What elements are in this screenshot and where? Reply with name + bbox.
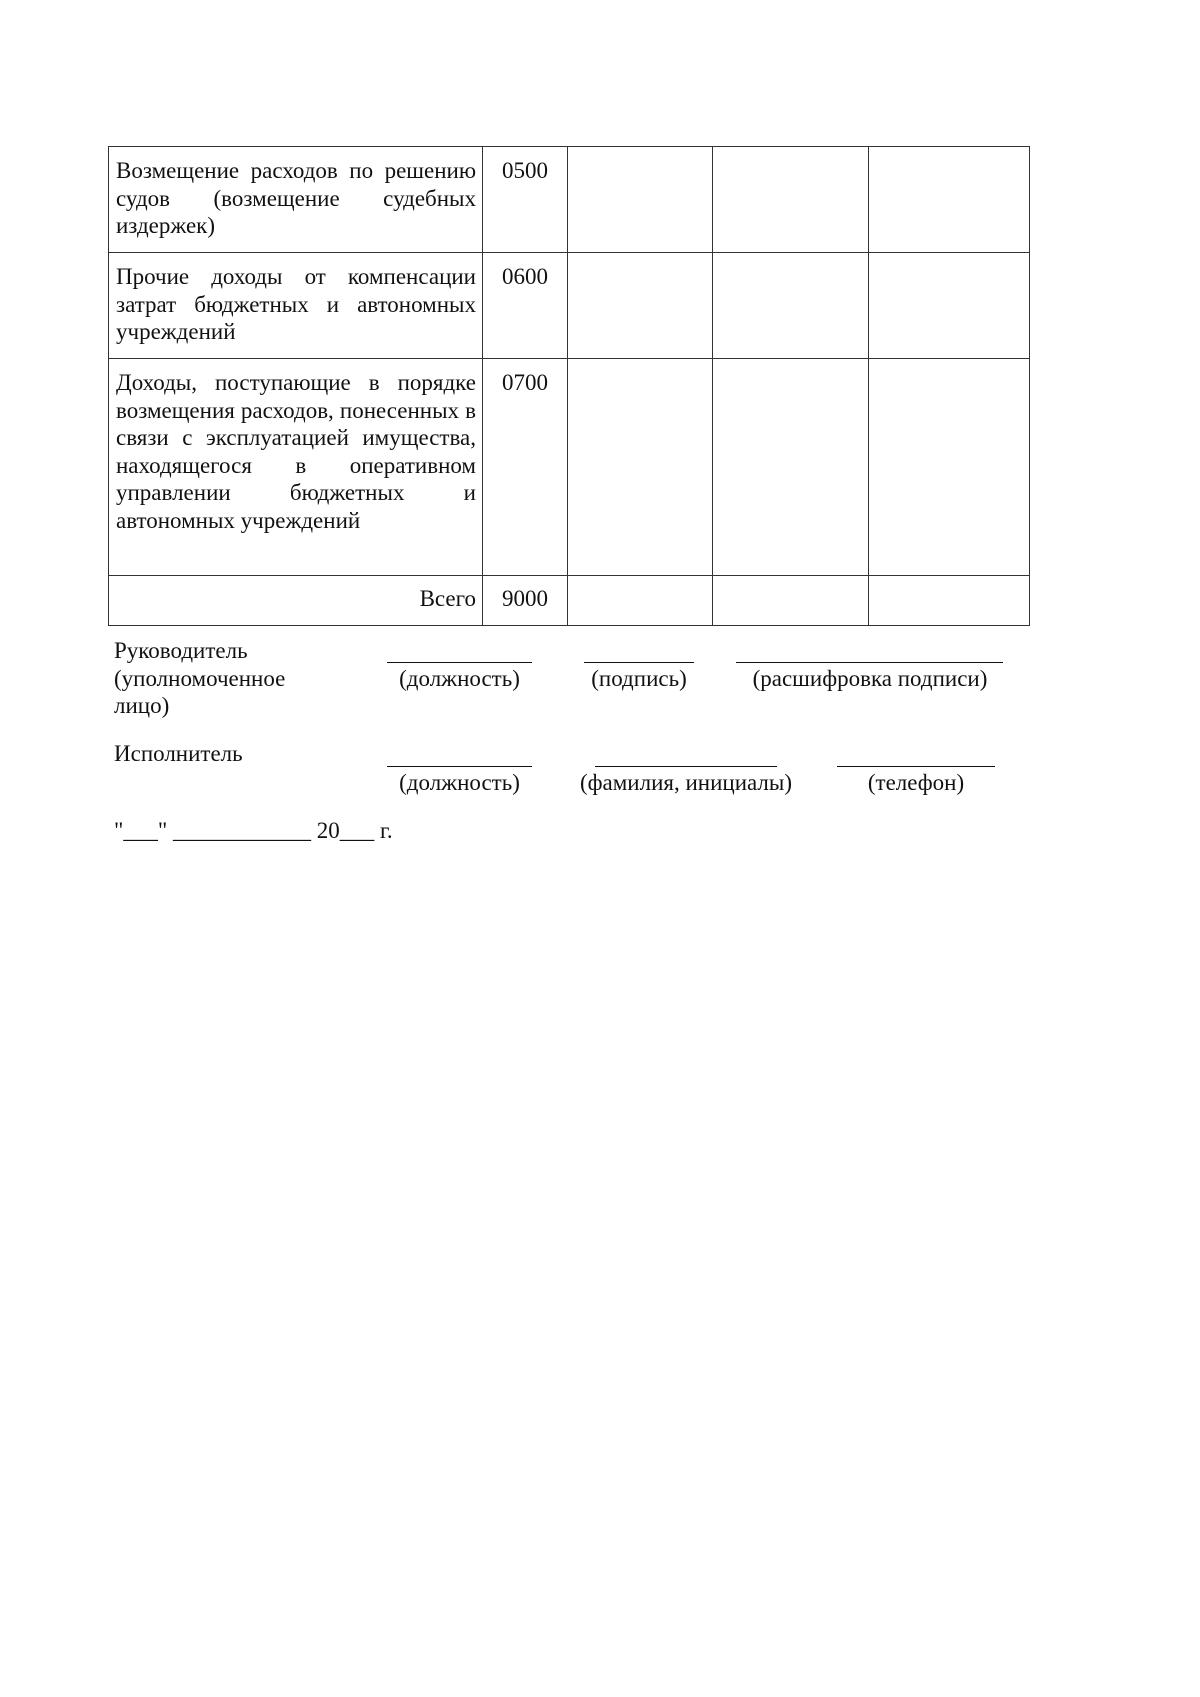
total-row	[109, 576, 1030, 626]
head-decoding-caption: (расшифровка подписи)	[752, 666, 988, 691]
table-row	[109, 359, 1030, 576]
head-label	[114, 637, 344, 720]
row-code: 0500	[483, 147, 568, 253]
executor-position-line	[387, 766, 532, 767]
executor-position-caption: (должность)	[399, 770, 520, 795]
value-cell	[568, 576, 713, 626]
table-row	[109, 253, 1030, 359]
value-cell	[568, 253, 713, 359]
head-position-line	[387, 662, 532, 663]
row-label: Возмещение расходов по решению судов (возмещение судебных издержек)	[109, 147, 483, 253]
table-row	[109, 147, 1030, 253]
value-cell	[869, 147, 1030, 253]
value-cell	[568, 147, 713, 253]
value-cell	[713, 147, 869, 253]
head-position-caption: (должность)	[399, 666, 520, 691]
executor-phone-caption: (телефон)	[867, 770, 965, 795]
head-label-line3: лицо)	[114, 693, 170, 718]
value-cell	[713, 359, 869, 576]
row-code: 0600	[483, 253, 568, 359]
executor-name-line	[595, 766, 777, 767]
executor-phone-line	[837, 766, 995, 767]
head-signature-caption: (подпись)	[591, 666, 687, 691]
head-decoding-line	[736, 662, 1003, 663]
value-cell	[869, 576, 1030, 626]
row-label: Доходы, поступающие в порядке возмещения расходов, понесенных в связи с эксплуатацией имущества, находящегося в оперативном управлении бюджетных и автономных учреждений	[109, 359, 483, 576]
row-label: Прочие доходы от компенсации затрат бюджетных и автономных учреждений	[109, 253, 483, 359]
total-label: Всего	[109, 576, 483, 626]
head-signature-line	[584, 662, 694, 663]
head-label-line1: Руководитель	[114, 638, 248, 663]
date-line: "___" ____________ 20___ г.	[114, 818, 393, 843]
total-code: 9000	[483, 576, 568, 626]
value-cell	[869, 253, 1030, 359]
value-cell	[713, 576, 869, 626]
executor-name-caption: (фамилия, инициалы)	[579, 770, 793, 795]
head-label-line2: (уполномоченное	[114, 665, 286, 691]
executor-label: Исполнитель	[114, 741, 243, 766]
report-table	[108, 146, 1030, 626]
value-cell	[869, 359, 1030, 576]
value-cell	[713, 253, 869, 359]
row-code: 0700	[483, 359, 568, 576]
value-cell	[568, 359, 713, 576]
